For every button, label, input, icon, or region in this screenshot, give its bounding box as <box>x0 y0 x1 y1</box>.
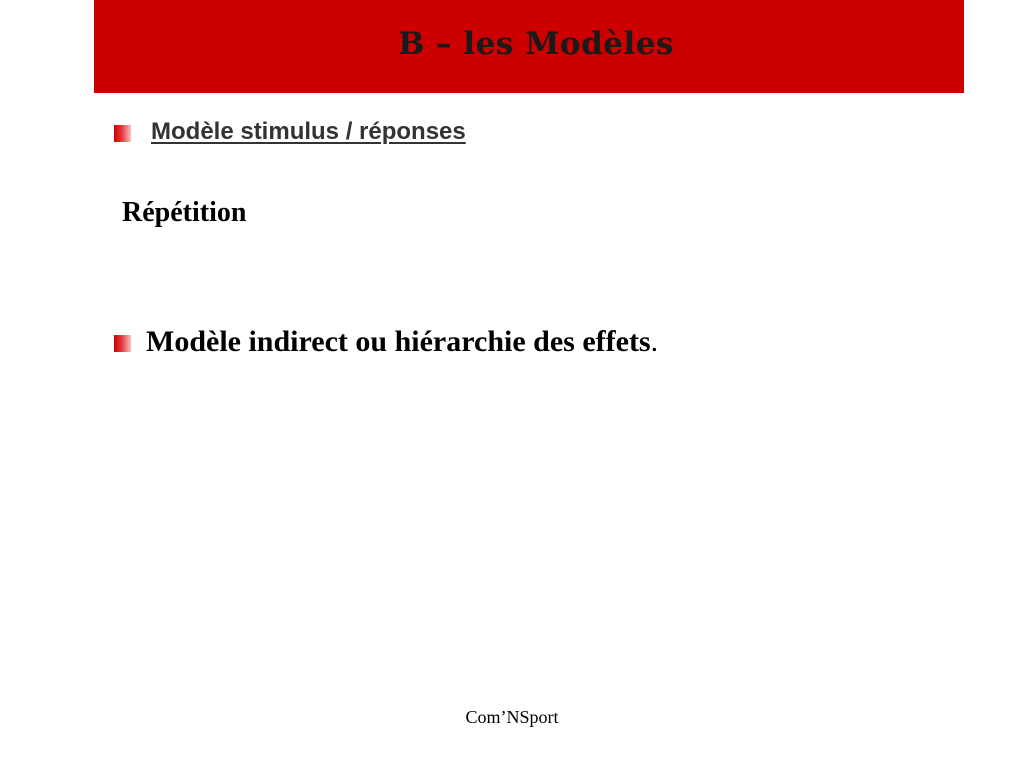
bullet-item-period: . <box>650 325 659 358</box>
slide-footer: Com’NSport <box>465 707 559 727</box>
bullet-square-icon <box>114 125 131 142</box>
bullet-item <box>146 325 658 359</box>
slide-title: B – les Modèles <box>398 26 674 62</box>
title-bar <box>94 0 964 93</box>
section-heading: Modèle stimulus / réponses <box>151 118 466 145</box>
bullet-item-label: Modèle indirect ou hiérarchie des effets <box>146 325 651 358</box>
body-text-repetition: Répétition <box>122 197 247 228</box>
bullet-square-icon <box>114 335 131 352</box>
